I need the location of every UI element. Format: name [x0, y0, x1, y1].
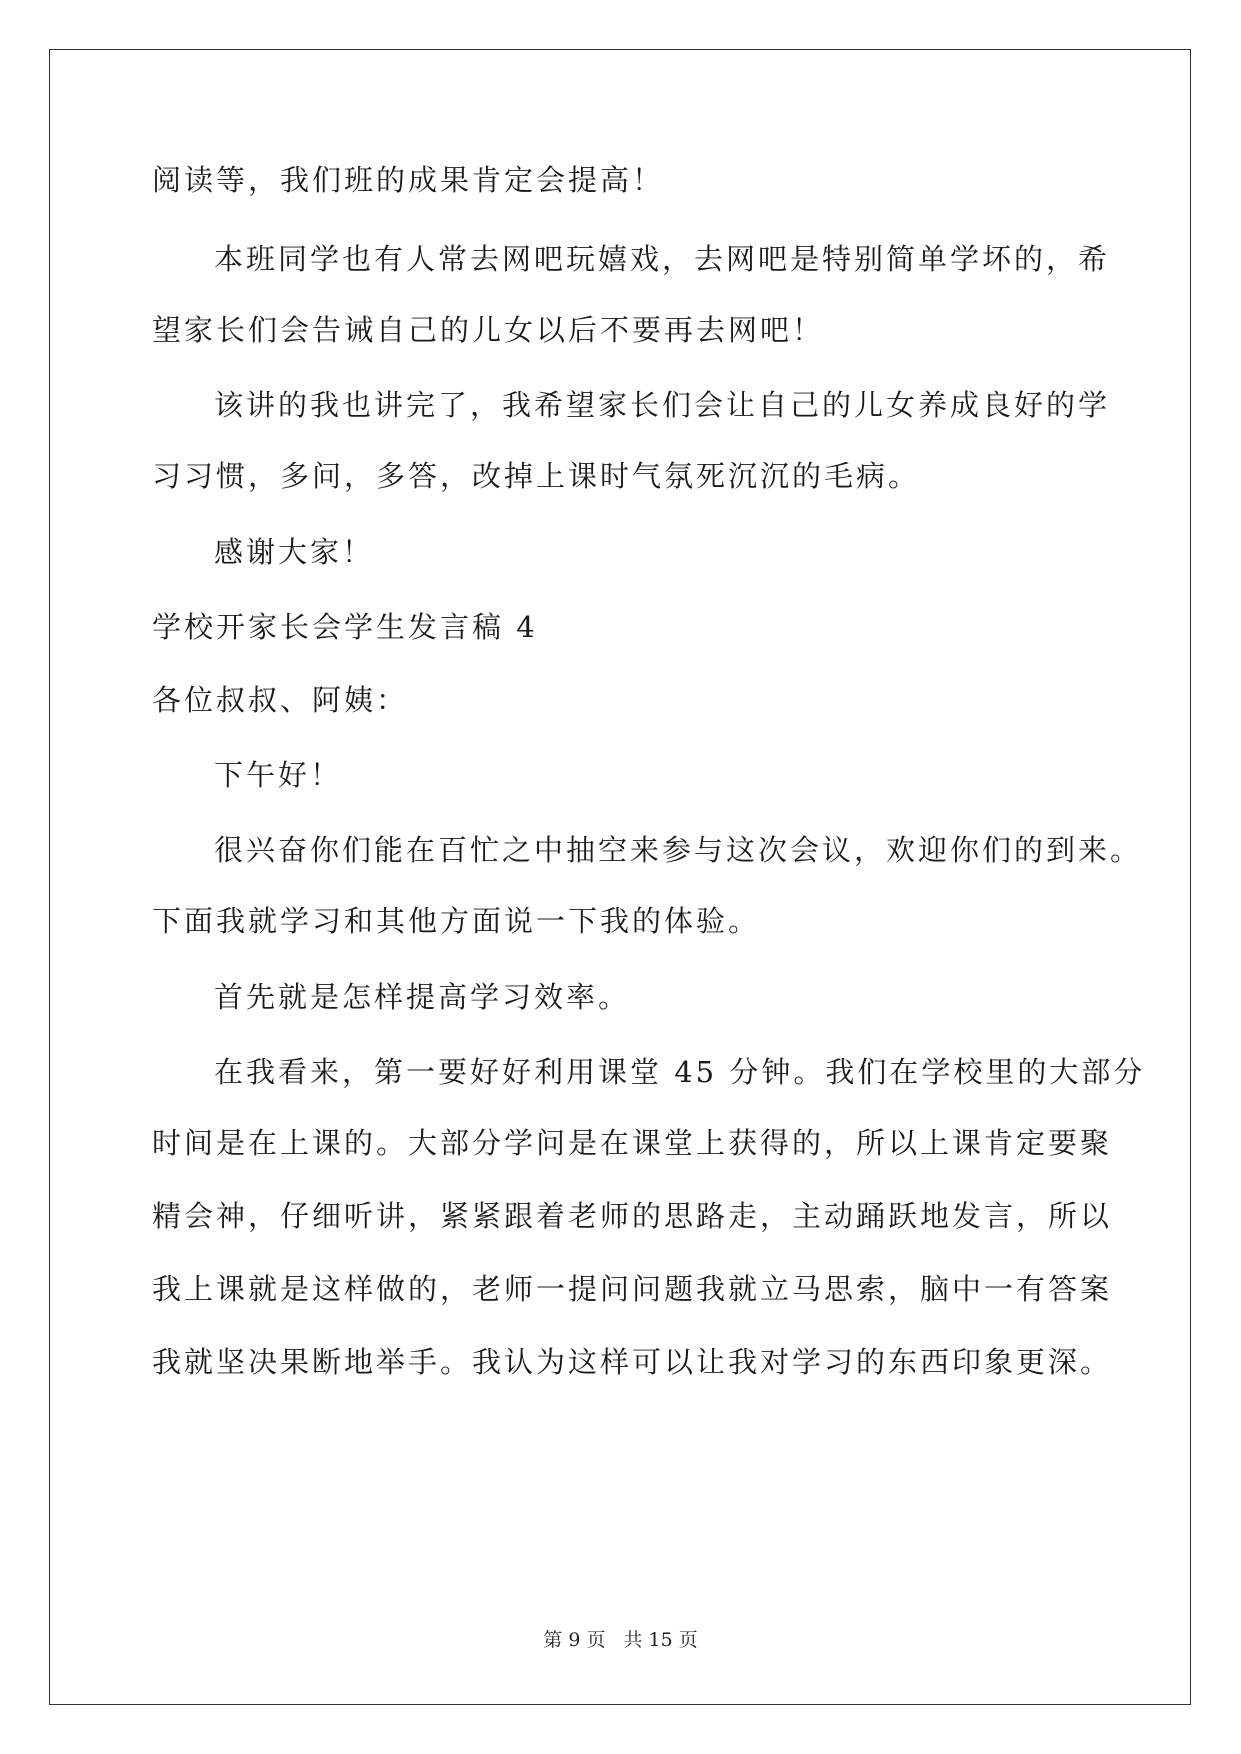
- text-line-10: 很兴奋你们能在百忙之中抽空来参与这次会议，欢迎你们的到来。: [214, 833, 1143, 867]
- text-line-14: 时间是在上课的。大部分学问是在课堂上获得的，所以上课肯定要聚: [152, 1126, 1113, 1160]
- section-heading: 学校开家长会学生发言稿 4: [152, 610, 538, 644]
- text-line-5: 习习惯，多问，多答，改掉上课时气氛死沉沉的毛病。: [152, 459, 921, 493]
- salutation: 各位叔叔、阿姨：: [152, 683, 409, 717]
- text-line-1: 阅读等，我们班的成果肯定会提高！: [152, 163, 665, 197]
- text-line-11: 下面我就学习和其他方面说一下我的体验。: [152, 904, 761, 938]
- text-line-6: 感谢大家！: [214, 535, 375, 569]
- text-line-17: 我就坚决果断地举手。我认为这样可以让我对学习的东西印象更深。: [152, 1345, 1113, 1379]
- text-line-3: 望家长们会告诫自己的儿女以后不要再去网吧！: [152, 313, 825, 347]
- text-line-16: 我上课就是这样做的，老师一提问问题我就立马思索，脑中一有答案: [152, 1272, 1113, 1306]
- text-line-12: 首先就是怎样提高学习效率。: [214, 980, 631, 1014]
- page-number-current: 第 9 页: [543, 1629, 606, 1651]
- page-footer: [0, 1628, 1241, 1652]
- text-line-2: 本班同学也有人常去网吧玩嬉戏，去网吧是特别简单学坏的，希: [214, 242, 1111, 276]
- page-border: [49, 49, 1191, 1705]
- page-number-total: 共 15 页: [623, 1629, 698, 1651]
- text-line-13: 在我看来，第一要好好利用课堂 45 分钟。我们在学校里的大部分: [214, 1055, 1146, 1089]
- text-line-4: 该讲的我也讲完了，我希望家长们会让自己的儿女养成良好的学: [214, 388, 1111, 422]
- greeting: 下午好！: [214, 758, 343, 792]
- text-line-15: 精会神，仔细听讲，紧紧跟着老师的思路走，主动踊跃地发言，所以: [152, 1199, 1113, 1233]
